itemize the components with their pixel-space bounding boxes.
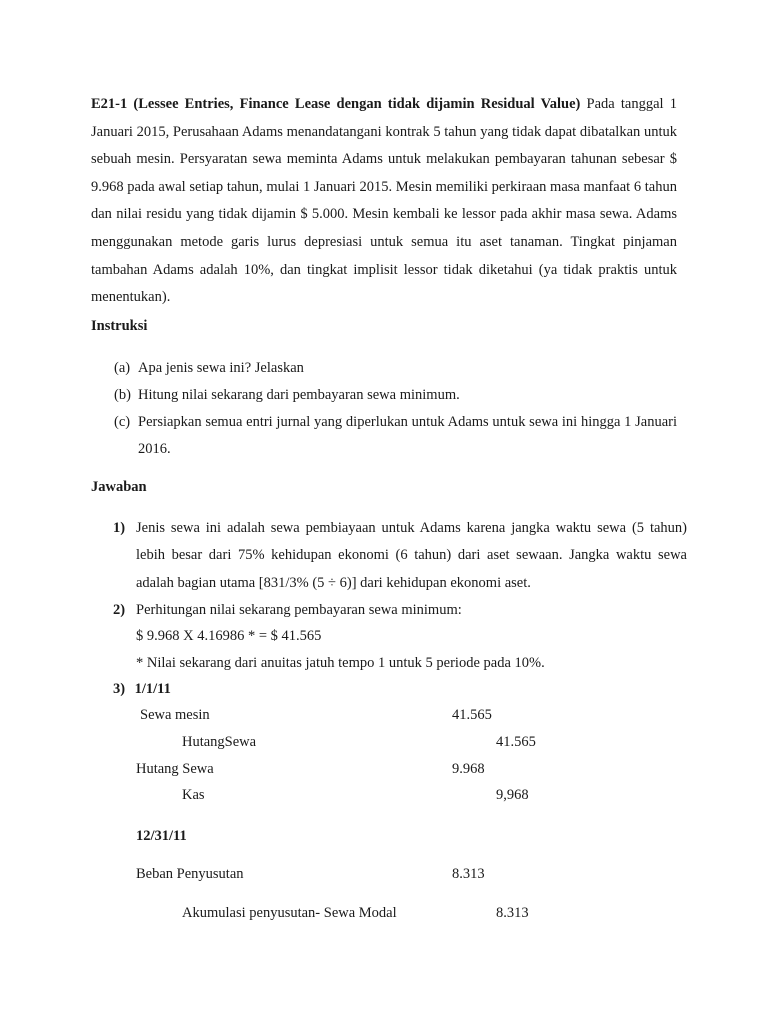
- jawaban-text-1: Jenis sewa ini adalah sewa pembiayaan untuk Adams karena jangka waktu sewa (5 tahun) lebih besar dari 75% kehidupan ekonomi (6 tahun) dari aset sewaan. Jangka waktu sewa adalah bagian utama [831/3% (5 ÷ 6)] dari kehidupan ekonomi aset.: [136, 520, 687, 591]
- journal-credit: 9,968: [496, 787, 529, 803]
- problem-body: Pada tanggal 1 Januari 2015, Perusahaan Adams menandatangani kontrak 5 tahun yang tidak dapat dibatalkan untuk sebuah mesin. Persyaratan sewa meminta Adams untuk melakukan pembayaran tahunan sebesar $ 9.968 pada awal setiap tahun, mulai 1 Januari 2015. Mesin memiliki perkiraan masa manfaat 6 tahun dan nilai residu yang tidak dijamin $ 5.000. Mesin kembali ke lessor pada akhir masa sewa. Adams menggunakan metode garis lurus depresiasi untuk semua itu aset tanaman. Tingkat pinjaman tambahan Adams adalah 10%, dan tingkat implisit lessor tidak diketahui (ya tidak praktis untuk menentukan).: [91, 96, 678, 306]
- jawaban-item-2: [91, 597, 687, 624]
- step3-heading: [113, 676, 171, 703]
- journal-debit: 8.313: [452, 866, 485, 882]
- journal-credit: 41.565: [496, 734, 536, 750]
- journal-account: Beban Penyusutan: [136, 866, 244, 882]
- instruksi-text-b: Hitung nilai sekarang dari pembayaran sewa minimum.: [138, 387, 460, 403]
- journal-account: Akumulasi penyusutan- Sewa Modal: [182, 905, 397, 921]
- journal-row: [0, 787, 768, 807]
- instruksi-marker-c: (c): [114, 414, 131, 430]
- calc-line: $ 9.968 X 4.16986 * = $ 41.565: [136, 628, 322, 644]
- instruksi-marker-b: (b): [114, 387, 131, 403]
- journal-account: Kas: [182, 787, 205, 803]
- journal-account: Sewa mesin: [140, 707, 210, 723]
- jawaban-heading: Jawaban: [91, 479, 147, 495]
- step3-marker: 3): [113, 681, 126, 697]
- step3-date: 1/1/11: [134, 681, 171, 697]
- instruksi-list: [91, 355, 677, 463]
- instruksi-item-c: [91, 409, 677, 463]
- journal-debit: 9.968: [452, 761, 485, 777]
- instruksi-item-b: [91, 382, 677, 409]
- journal-row: [0, 761, 768, 781]
- instruksi-marker-a: (a): [114, 360, 131, 376]
- jawaban-marker-2: 2): [113, 601, 126, 618]
- date-heading-2: 12/31/11: [136, 828, 187, 844]
- problem-statement: [91, 91, 677, 312]
- journal-row: [0, 707, 768, 727]
- jawaban-list: [91, 515, 687, 624]
- instruksi-heading: Instruksi: [91, 318, 148, 334]
- instruksi-text-a: Apa jenis sewa ini? Jelaskan: [138, 360, 304, 376]
- jawaban-item-1: [91, 515, 687, 597]
- journal-account: HutangSewa: [182, 734, 257, 750]
- jawaban-marker-1: 1): [113, 520, 126, 536]
- jawaban-text-2: Perhitungan nilai sekarang pembayaran sewa minimum:: [136, 601, 462, 618]
- problem-title: E21-1 (Lessee Entries, Finance Lease dengan tidak dijamin Residual Value): [91, 96, 581, 112]
- journal-account: Hutang Sewa: [136, 761, 214, 777]
- calc-note: * Nilai sekarang dari anuitas jatuh tempo 1 untuk 5 periode pada 10%.: [136, 655, 545, 671]
- journal-row: [0, 866, 768, 886]
- instruksi-item-a: [91, 355, 677, 382]
- journal-row: [0, 734, 768, 754]
- journal-debit: 41.565: [452, 707, 492, 723]
- journal-credit: 8.313: [496, 905, 529, 921]
- instruksi-text-c: Persiapkan semua entri jurnal yang diperlukan untuk Adams untuk sewa ini hingga 1 Januari 2016.: [138, 414, 677, 457]
- journal-row: [0, 905, 768, 925]
